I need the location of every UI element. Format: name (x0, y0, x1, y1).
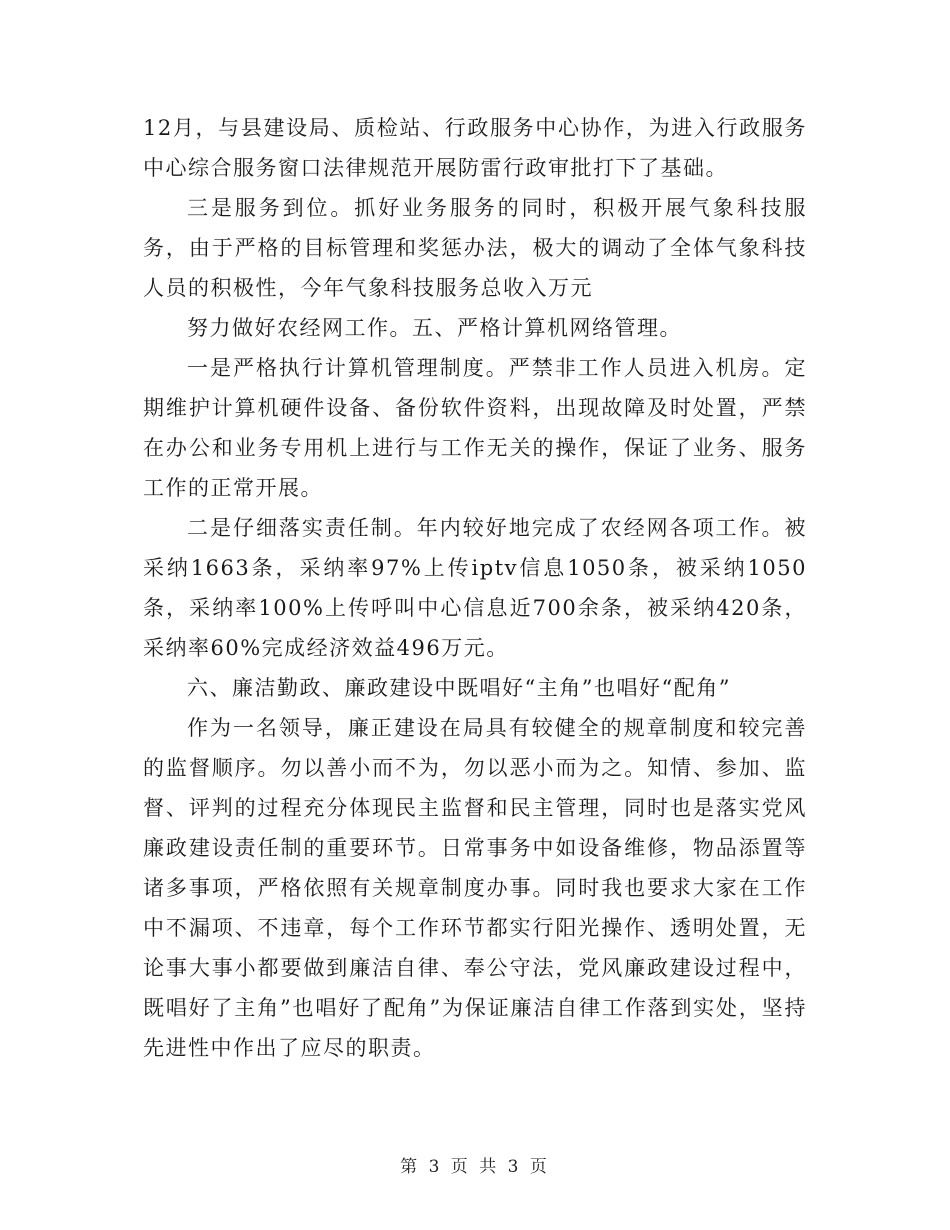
paragraph-2: 三是服务到位。抓好业务服务的同时，积极开展气象科技服务，由于严格的目标管理和奖惩办法，极大的调动了全体气象科技人员的积极性，今年气象科技服务总收入万元 (143, 196, 807, 300)
paragraph-7: 作为一名领导，廉正建设在局具有较健全的规章制度和较完善的监督顺序。勿以善小而不为，勿以恶小而为之。知情、参加、监督、评判的过程充分体现民主监督和民主管理，同时也是落实党风廉政建设责任制的重要环节。日常事务中如设备维修，物品添置等诸多事项，严格依照有关规章制度办事。同时我也要求大家在工作中不漏项、不违章，每个工作环节都实行阳光操作、透明处置，无论事大事小都要做到廉洁自律、奉公守法，党风廉政建设过程中，既唱好了主角”也唱好了配角”为保证廉洁自律工作落到实处，坚持先进性中作出了应尽的职责。 (143, 716, 807, 1060)
paragraph-3: 努力做好农经网工作。五、严格计算机网络管理。 (187, 316, 682, 340)
document-body (143, 108, 807, 1068)
paragraph-5: 二是仔细落实责任制。年内较好地完成了农经网各项工作。被采纳1663条，采纳率97%上传iptv信息1050条，被采纳1050条，采纳率100%上传呼叫中心信息近700余条，被采纳420条，采纳率60%完成经济效益496万元。 (143, 516, 807, 660)
section-heading: 六、廉洁勤政、廉政建设中既唱好“主角”也唱好“配角” (187, 676, 731, 700)
paragraph-1: 12月，与县建设局、质检站、行政服务中心协作，为进入行政服务中心综合服务窗口法律规范开展防雷行政审批打下了基础。 (143, 116, 807, 180)
paragraph-4: 一是严格执行计算机管理制度。严禁非工作人员进入机房。定期维护计算机硬件设备、备份软件资料，出现故障及时处置，严禁在办公和业务专用机上进行与工作无关的操作，保证了业务、服务工作的正常开展。 (143, 356, 807, 500)
page-number-footer: 第 3 页 共 3 页 (400, 1157, 550, 1177)
